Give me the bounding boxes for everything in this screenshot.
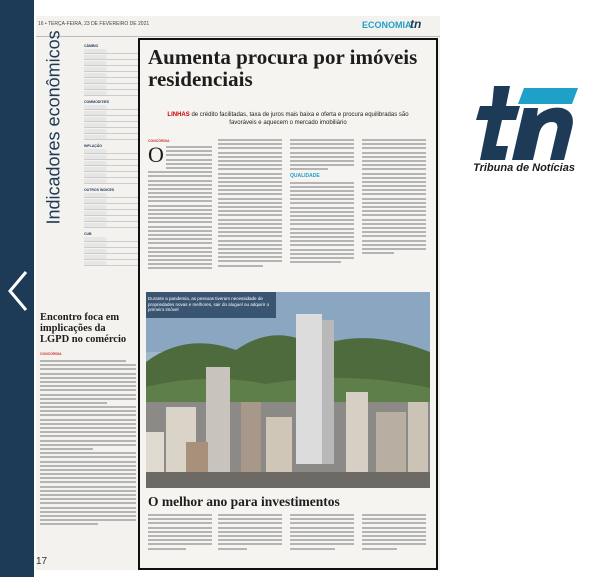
article-title: Aumenta procura por imóveis residenciais: [148, 45, 418, 91]
table-row: [84, 135, 140, 140]
table-row: [84, 167, 140, 172]
table-row: [84, 91, 140, 96]
chevron-left-icon: [6, 270, 30, 312]
table-row: [84, 49, 140, 54]
brand-name: Tribuna de Notícias: [473, 162, 575, 174]
table-row: [84, 193, 140, 198]
table-row: [84, 129, 140, 134]
article-subhead: QUALIDADE: [290, 172, 320, 179]
page-number: 17: [36, 556, 48, 567]
table-row: [84, 161, 140, 166]
table-row: [84, 55, 140, 60]
table-row: [84, 155, 140, 160]
article-column-2: [218, 139, 282, 289]
table-row: [84, 149, 140, 154]
article-byline: CONCÓRDIA: [148, 139, 170, 143]
article-column-1: [148, 139, 212, 289]
article-column-4: [362, 139, 426, 289]
table-row: [84, 173, 140, 178]
table-row: [84, 61, 140, 66]
side-article-title: Encontro foca em implicações da LGPD no comércio: [40, 312, 127, 345]
table-row: [84, 85, 140, 90]
newspaper-header: [36, 16, 440, 37]
second-column-3: [290, 514, 354, 564]
second-column-2: [218, 514, 282, 564]
table-row: [84, 243, 140, 248]
indicator-section: CÂMBIO: [84, 44, 99, 48]
indicator-section: OUTROS ÍNDICES: [84, 188, 115, 192]
side-article-kicker: CONCÓRDIA: [40, 352, 62, 356]
article-dropcap: O: [148, 142, 164, 167]
table-row: [84, 79, 140, 84]
tn-logo-icon: [460, 76, 582, 166]
page-info: 16 • TERÇA-FEIRA, 23 DE FEVEREIRO DE 2021: [38, 21, 150, 27]
side-article-body: [40, 360, 136, 550]
main-article[interactable]: [138, 38, 438, 570]
header-logo: tn: [410, 17, 422, 31]
second-column-4: [362, 514, 426, 564]
indicator-section: INFLAÇÃO: [84, 144, 103, 148]
second-article-title: O melhor ano para investimentos: [148, 494, 340, 509]
table-row: [84, 237, 140, 242]
table-row: [84, 217, 140, 222]
table-row: [84, 205, 140, 210]
table-row: [84, 261, 140, 266]
article-column-3: [290, 139, 354, 289]
photo-caption: Durante a pandemia, as pessoas tiveram necessidade de propriedades novas e melhores, sair do aluguel ou adquirir o primeiro imóvel: [148, 296, 270, 312]
indicators-title: Indicadores econômicos: [43, 30, 64, 225]
table-row: [84, 123, 140, 128]
table-row: [84, 223, 140, 228]
table-row: [84, 105, 140, 110]
article-subtitle: [160, 111, 416, 127]
table-row: [84, 179, 140, 184]
indicators-box: [40, 30, 140, 308]
section-label: ECONOMIA: [362, 20, 412, 30]
table-row: [84, 111, 140, 116]
second-column-1: [148, 514, 212, 564]
table-row: [84, 199, 140, 204]
article-photo: [146, 292, 430, 488]
previous-page-button[interactable]: [6, 270, 30, 312]
table-row: [84, 249, 140, 254]
table-row: [84, 117, 140, 122]
indicator-section: COMMODITIES: [84, 100, 110, 104]
indicator-section: CUB: [84, 232, 92, 236]
subtitle-lead: LINHAS: [167, 112, 190, 118]
table-row: [84, 73, 140, 78]
table-row: [84, 255, 140, 260]
viewer-sidebar: [0, 0, 34, 577]
table-row: [84, 211, 140, 216]
table-row: [84, 67, 140, 72]
subtitle-text: de crédito facilitadas, taxa de juros mais baixa e oferta e procura equilibradas são favoráveis e aquecem o mercado imobiliário: [191, 112, 409, 126]
indicators-table: [84, 40, 140, 308]
